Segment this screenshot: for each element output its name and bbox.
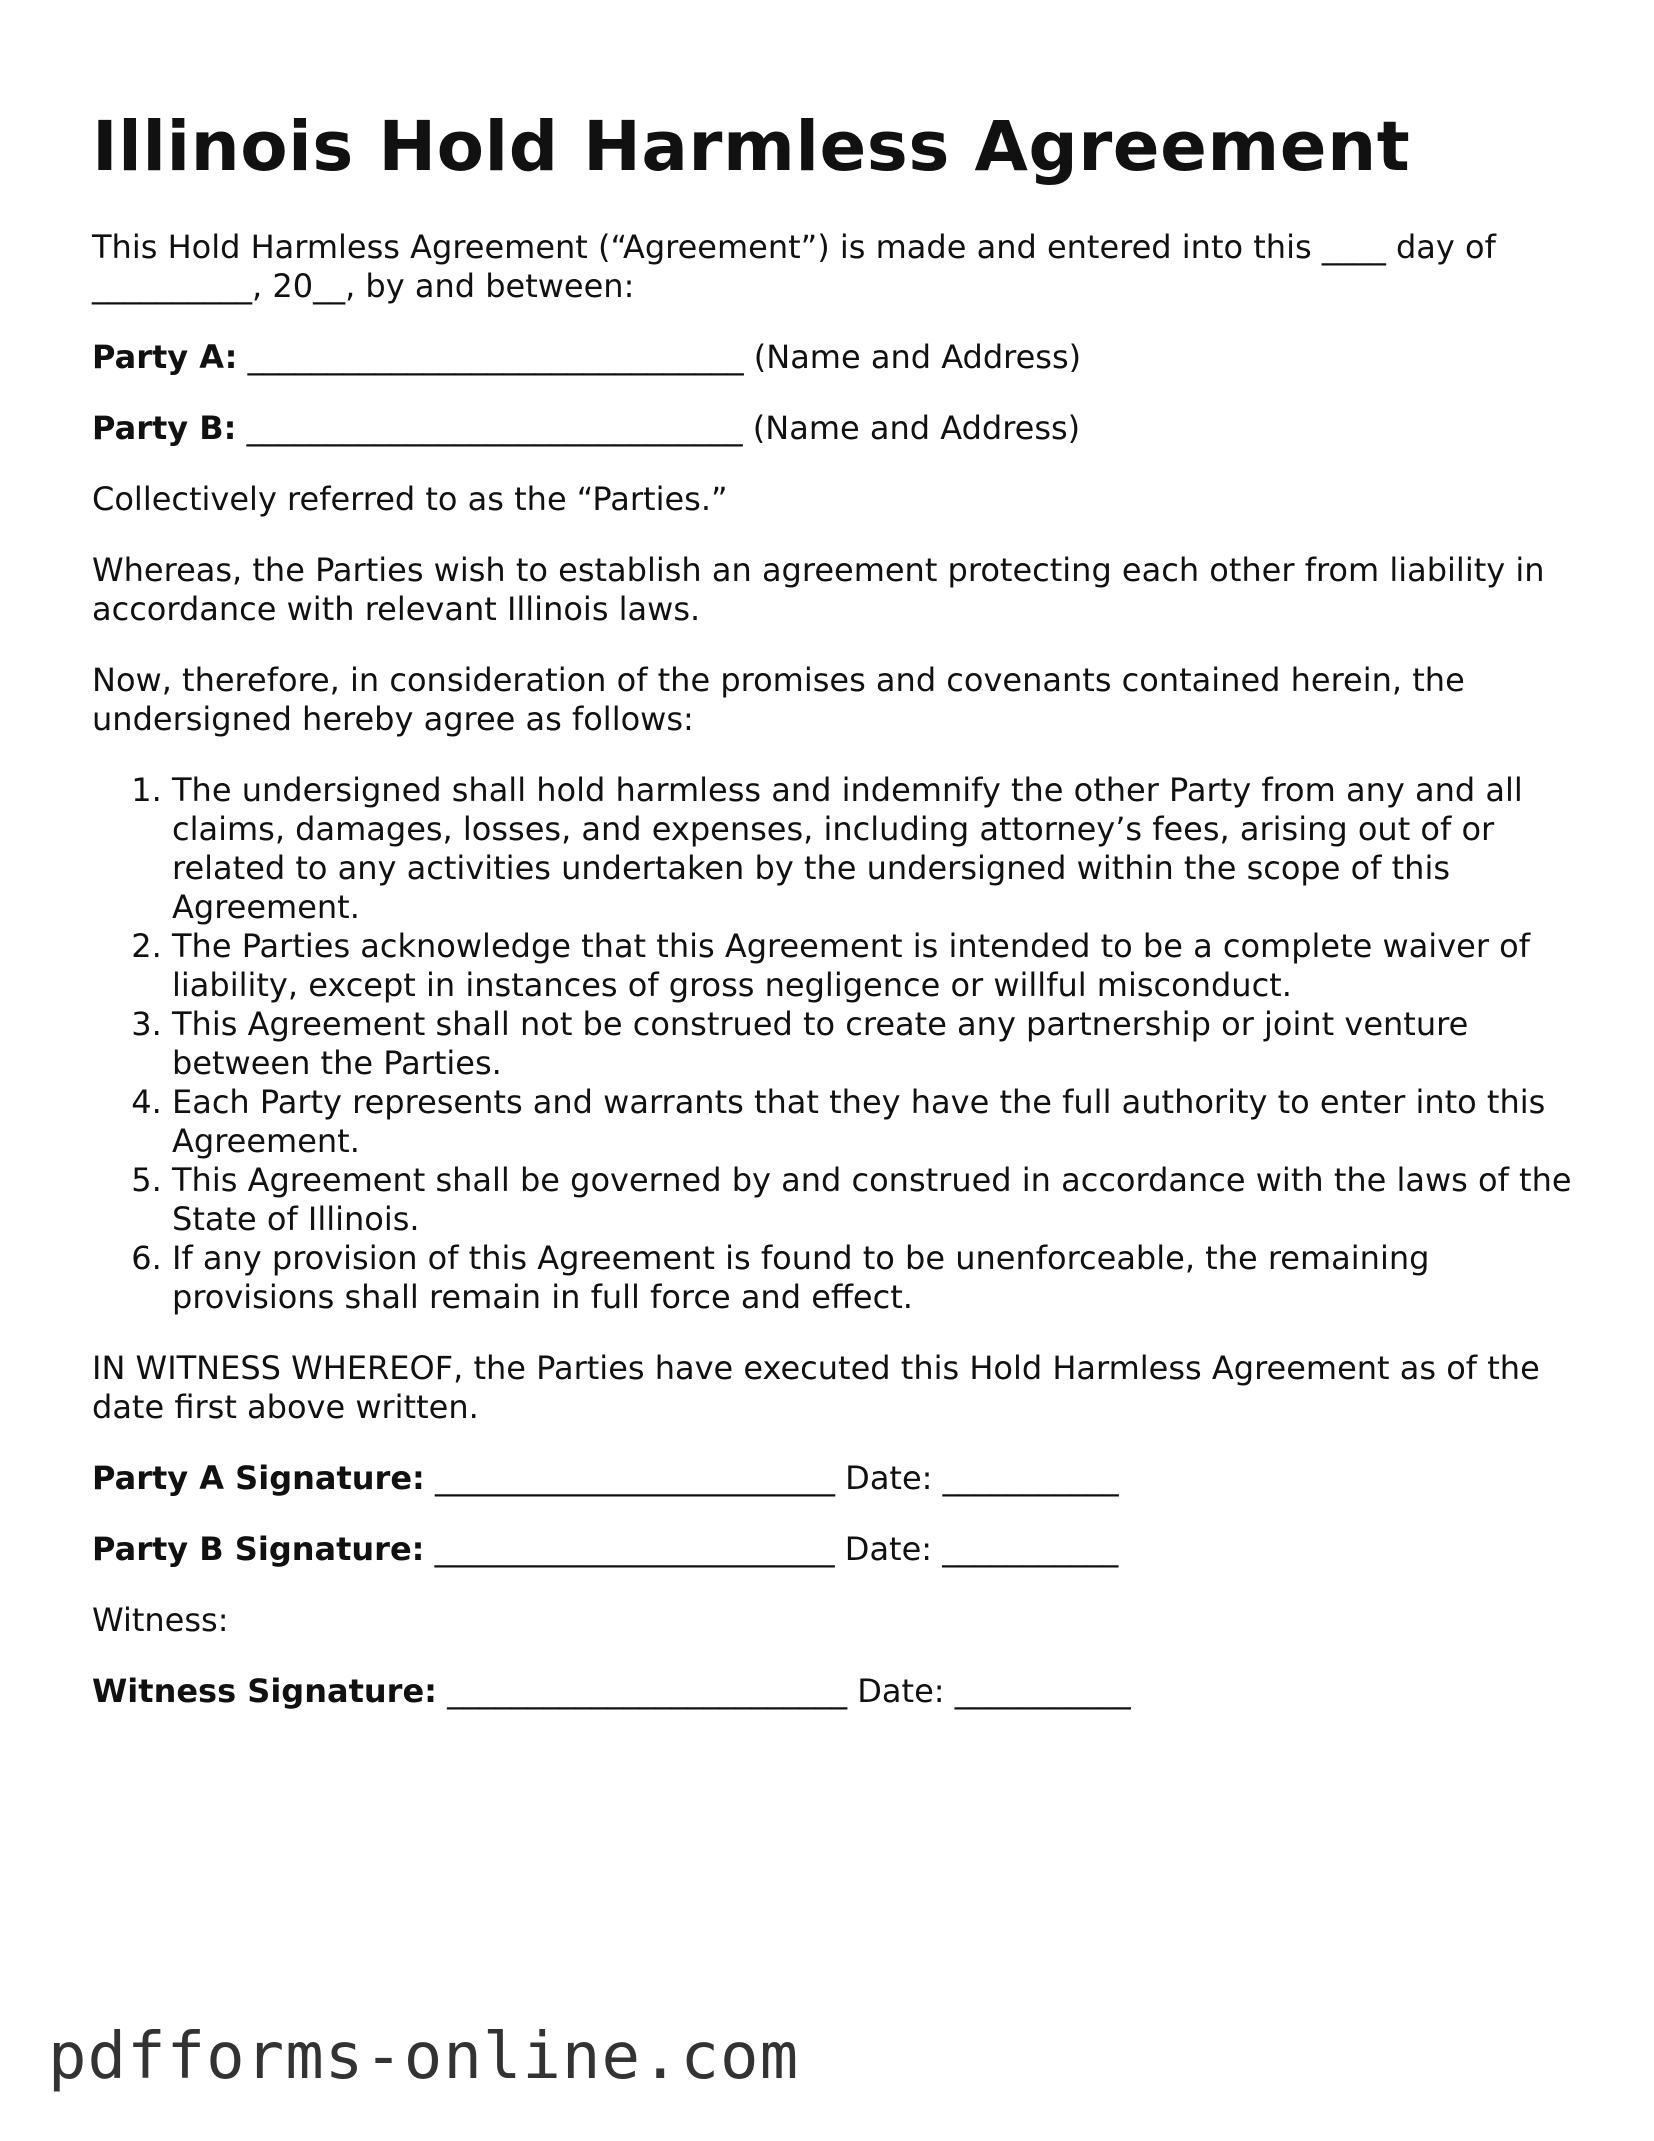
term-item: 3. This Agreement shall not be construed to create any partnership or joint venture between the Parties.: [172, 1005, 1572, 1083]
intro-paragraph: This Hold Harmless Agreement (“Agreement”) is made and entered into this ____ day of __________, 20__, by and between:: [92, 227, 1496, 305]
term-item: 4. Each Party represents and warrants that they have the full authority to enter into this Agreement.: [172, 1083, 1572, 1161]
term-item: 5. This Agreement shall be governed by and construed in accordance with the laws of the State of Illinois.: [172, 1161, 1572, 1239]
party-a-signature-field: _________________________ Date: ___________: [424, 1458, 1119, 1497]
party-b-field: _______________________________ (Name and Address): [236, 408, 1081, 447]
collectively-paragraph: Collectively referred to as the “Parties.”: [92, 479, 728, 518]
party-a-signature-label: Party A Signature:: [92, 1458, 425, 1497]
witness-signature-field: _________________________ Date: ___________: [436, 1671, 1131, 1710]
party-a-label: Party A:: [92, 337, 238, 376]
footer-watermark: pdfforms-online.com: [48, 2020, 800, 2094]
party-b-line: [92, 409, 1572, 448]
witness-signature-label: Witness Signature:: [92, 1671, 437, 1710]
term-item: 1. The undersigned shall hold harmless and indemnify the other Party from any and all claims, damages, losses, and expenses, including attorney’s fees, arising out of or related to any activities undertaken by the undersigned within the scope of this Agreement.: [172, 771, 1572, 927]
document-title: Illinois Hold Harmless Agreement: [92, 107, 1411, 187]
witness-label: Witness:: [92, 1600, 229, 1639]
party-b-label: Party B:: [92, 408, 237, 447]
term-item: 6. If any provision of this Agreement is found to be unenforceable, the remaining provisions shall remain in full force and effect.: [172, 1239, 1572, 1317]
party-b-signature-line: [92, 1530, 1572, 1569]
witness-signature-line: [92, 1672, 1572, 1711]
party-a-signature-line: [92, 1459, 1572, 1498]
document-page: [92, 107, 1572, 1743]
whereas-paragraph: Whereas, the Parties wish to establish an agreement protecting each other from liability in accordance with relevant Illinois laws.: [92, 550, 1545, 628]
party-b-signature-label: Party B Signature:: [92, 1529, 425, 1568]
party-b-signature-field: _________________________ Date: ___________: [424, 1529, 1119, 1568]
now-therefore-paragraph: Now, therefore, in consideration of the promises and covenants contained herein, the undersigned hereby agree as follows:: [92, 660, 1465, 738]
witness-whereof-paragraph: IN WITNESS WHEREOF, the Parties have executed this Hold Harmless Agreement as of the date first above written.: [92, 1348, 1540, 1426]
term-item: 2. The Parties acknowledge that this Agreement is intended to be a complete waiver of liability, except in instances of gross negligence or willful misconduct.: [172, 927, 1572, 1005]
party-a-line: [92, 338, 1572, 377]
terms-list: [92, 771, 1572, 1317]
party-a-field: _______________________________ (Name and Address): [237, 337, 1082, 376]
